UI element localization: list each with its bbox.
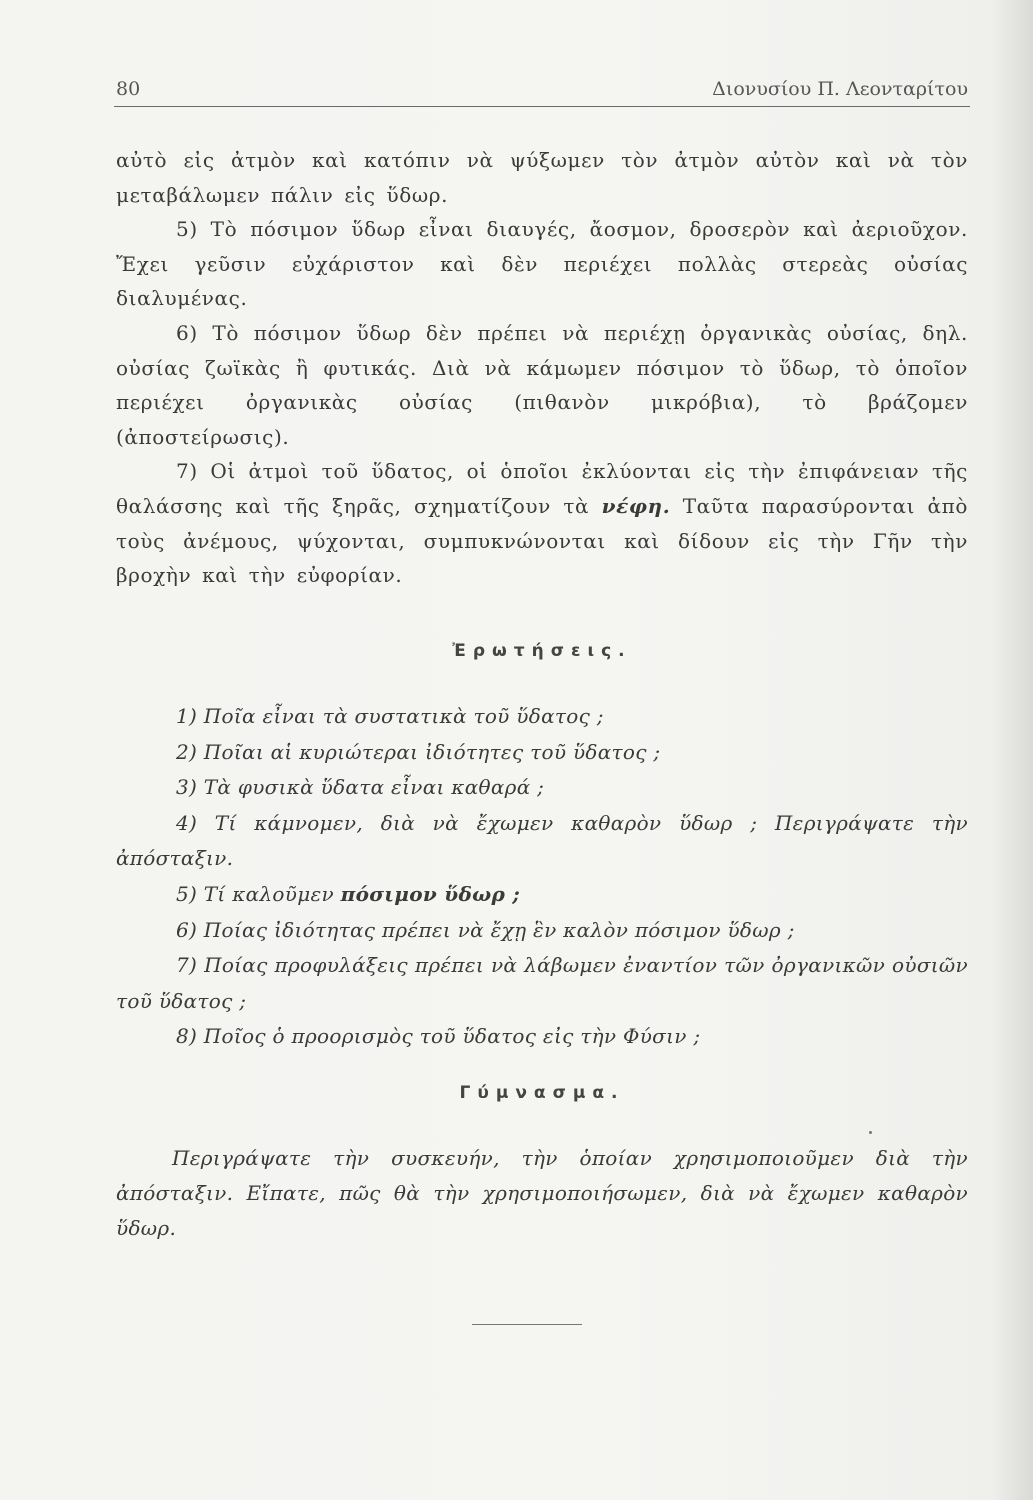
header-rule: [114, 106, 970, 107]
exercise-text: [116, 1141, 968, 1245]
question-4: 4) Τί κάμνομεν, διὰ νὰ ἔχωμεν καθαρὸν ὕδωρ ; Περιγράψατε τὴν ἀπόσταξιν.: [116, 810, 968, 871]
paragraph-6: 6) Τὸ πόσιμον ὕδωρ δὲν πρέπει νὰ περιέχῃ ὀργανικὰς οὐσίας, δηλ. οὐσίας ζωϊκὰς ἢ φυτικάς. Διὰ νὰ κάμωμεν πόσιμον τὸ ὕδωρ, τὸ ὁποῖον περιέχει ὀργανικὰς οὐσίας (πιθανὸν μικρόβια), τὸ βράζομεν (ἀποστείρωσις).: [116, 320, 968, 449]
bottom-rule: [472, 1324, 582, 1325]
questions-list: [116, 699, 968, 1055]
question-5-term: πόσιμον ὕδωρ ;: [340, 881, 520, 906]
paragraph-continuation: αὐτὸ εἰς ἀτμὸν καὶ κατόπιν νὰ ψύξωμεν τὸν ἀτμὸν αὐτὸν καὶ νὰ τὸν μεταβάλωμεν πάλιν εἰς ὕδωρ.: [116, 148, 968, 207]
exercise-paragraph: Περιγράψατε τὴν συσκευήν, τὴν ὁποίαν χρησιμοποιοῦμεν διὰ τὴν ἀπόσταξιν. Εἴπατε, πῶς θὰ τὴν χρησιμοποιήσωμεν, διὰ νὰ ἔχωμεν καθαρὸν ὕδωρ.: [116, 1146, 968, 1240]
question-8: 8) Ποῖος ὁ προορισμὸς τοῦ ὕδατος εἰς τὴν Φύσιν ;: [176, 1024, 701, 1049]
exercise-heading: Γύμνασμα.: [459, 1083, 625, 1103]
page-number: 80: [116, 78, 141, 100]
ink-speck: [869, 1131, 872, 1134]
question-5: [116, 877, 968, 913]
question-3: 3) Τὰ φυσικὰ ὕδατα εἶναι καθαρά ;: [176, 775, 545, 800]
paragraph-7-text-start: 7) Οἱ ἀτμοὶ τοῦ ὕδατος, οἱ ὁποῖοι ἐκλύονται εἰς τὴν ἐπιφάνειαν τῆς θαλάσσης καὶ τῆς ξηρᾶς, σχηματίζουν τὰ: [116, 459, 968, 518]
question-7: 7) Ποίας προφυλάξεις πρέπει νὰ λάβωμεν ἐναντίον τῶν ὀργανικῶν οὐσιῶν τοῦ ὕδατος ;: [116, 953, 968, 1013]
paragraph-7: [116, 454, 968, 592]
question-1: 1) Ποῖα εἶναι τὰ συστατικὰ τοῦ ὕδατος ;: [176, 704, 604, 728]
questions-heading: Ἐρωτήσεις.: [452, 641, 632, 661]
paragraph-7-text-end: Ταῦτα παρασύρονται ἀπὸ τοὺς ἀνέμους, ψύχονται, συμπυκνώνονται καὶ δίδουν εἰς τὴν Γῆν τὴν βροχὴν καὶ τὴν εὐφορίαν.: [116, 493, 969, 588]
clouds-term: νέφη.: [601, 493, 671, 518]
paragraph-5: 5) Τὸ πόσιμον ὕδωρ εἶναι διαυγές, ἄοσμον, δροσερὸν καὶ ἀεριοῦχον. Ἔχει γεῦσιν εὐχάριστον καὶ δὲν περιέχει πολλὰς στερεὰς οὐσίας διαλυμένας.: [116, 217, 968, 311]
page-header: [116, 78, 968, 100]
question-5-text: 5) Τί καλοῦμεν: [176, 881, 341, 906]
running-title: Διονυσίου Π. Λεονταρίτου: [712, 78, 968, 100]
question-6: 6) Ποίας ἰδιότητας πρέπει νὰ ἔχῃ ἓν καλὸν πόσιμον ὕδωρ ;: [176, 917, 795, 942]
body-text: [116, 143, 968, 593]
question-2: 2) Ποῖαι αἱ κυριώτεραι ἰδιότητες τοῦ ὕδατος ;: [176, 739, 661, 764]
